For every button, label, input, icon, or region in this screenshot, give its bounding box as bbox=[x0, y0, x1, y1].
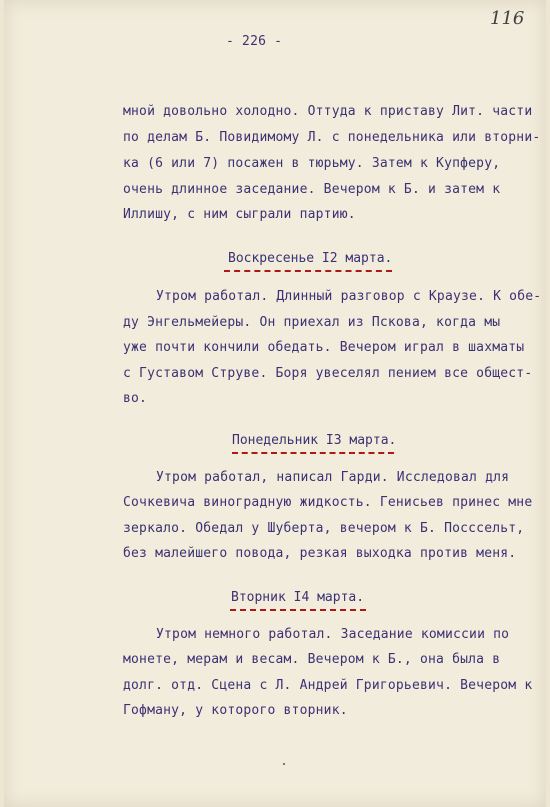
text-line: по делам Б. Повидимому Л. с понедельника или вторни- bbox=[123, 130, 541, 145]
heading-underline bbox=[224, 270, 392, 272]
page-number: - 226 - bbox=[226, 34, 283, 49]
entry-heading: Вторник I4 марта. bbox=[231, 590, 365, 605]
text-line: без малейшего повода, резкая выходка против меня. bbox=[123, 546, 517, 561]
text-line: Гофману, у которого вторник. bbox=[123, 703, 348, 718]
entry-heading: Понедельник I3 марта. bbox=[232, 433, 397, 448]
entry-heading: Воскресенье I2 марта. bbox=[228, 251, 393, 266]
text-line: долг. отд. Сцена с Л. Андрей Григорьевич. Вечером к bbox=[123, 678, 533, 693]
text-line: с Густавом Струве. Боря увеселял пением все общест- bbox=[123, 366, 533, 381]
text-line: ка (6 или 7) посажен в тюрьму. Затем к Купферу, bbox=[123, 156, 501, 171]
text-line: зеркало. Обедал у Шуберта, вечером к Б. Посссельт, bbox=[123, 521, 525, 536]
text-line: во. bbox=[123, 391, 148, 406]
heading-underline bbox=[230, 609, 366, 611]
text-line: Иллишу, с ним сыграли партию. bbox=[123, 207, 356, 222]
text-line: монете, мерам и весам. Вечером к Б., она была в bbox=[123, 652, 501, 667]
paper-speck bbox=[283, 763, 285, 765]
text-line: ду Энгельмейеры. Он приехал из Пскова, когда мы bbox=[123, 315, 501, 330]
text-line: Утром работал. Длинный разговор с Краузе. К обе- bbox=[156, 289, 542, 304]
text-line: Утром работал, написал Гарди. Исследовал для bbox=[156, 470, 510, 485]
heading-underline bbox=[232, 452, 394, 454]
text-line: мной довольно холодно. Оттуда к приставу Лит. части bbox=[123, 104, 533, 119]
text-line: очень длинное заседание. Вечером к Б. и затем к bbox=[123, 182, 501, 197]
text-line: Сочкевича виноградную жидкость. Генисьев принес мне bbox=[123, 495, 533, 510]
text-line: Утром немного работал. Заседание комиссии по bbox=[156, 627, 510, 642]
document-page bbox=[4, 0, 546, 807]
text-line: уже почти кончили обедать. Вечером играл в шахматы bbox=[123, 340, 525, 355]
archive-page-number: 116 bbox=[490, 8, 525, 29]
